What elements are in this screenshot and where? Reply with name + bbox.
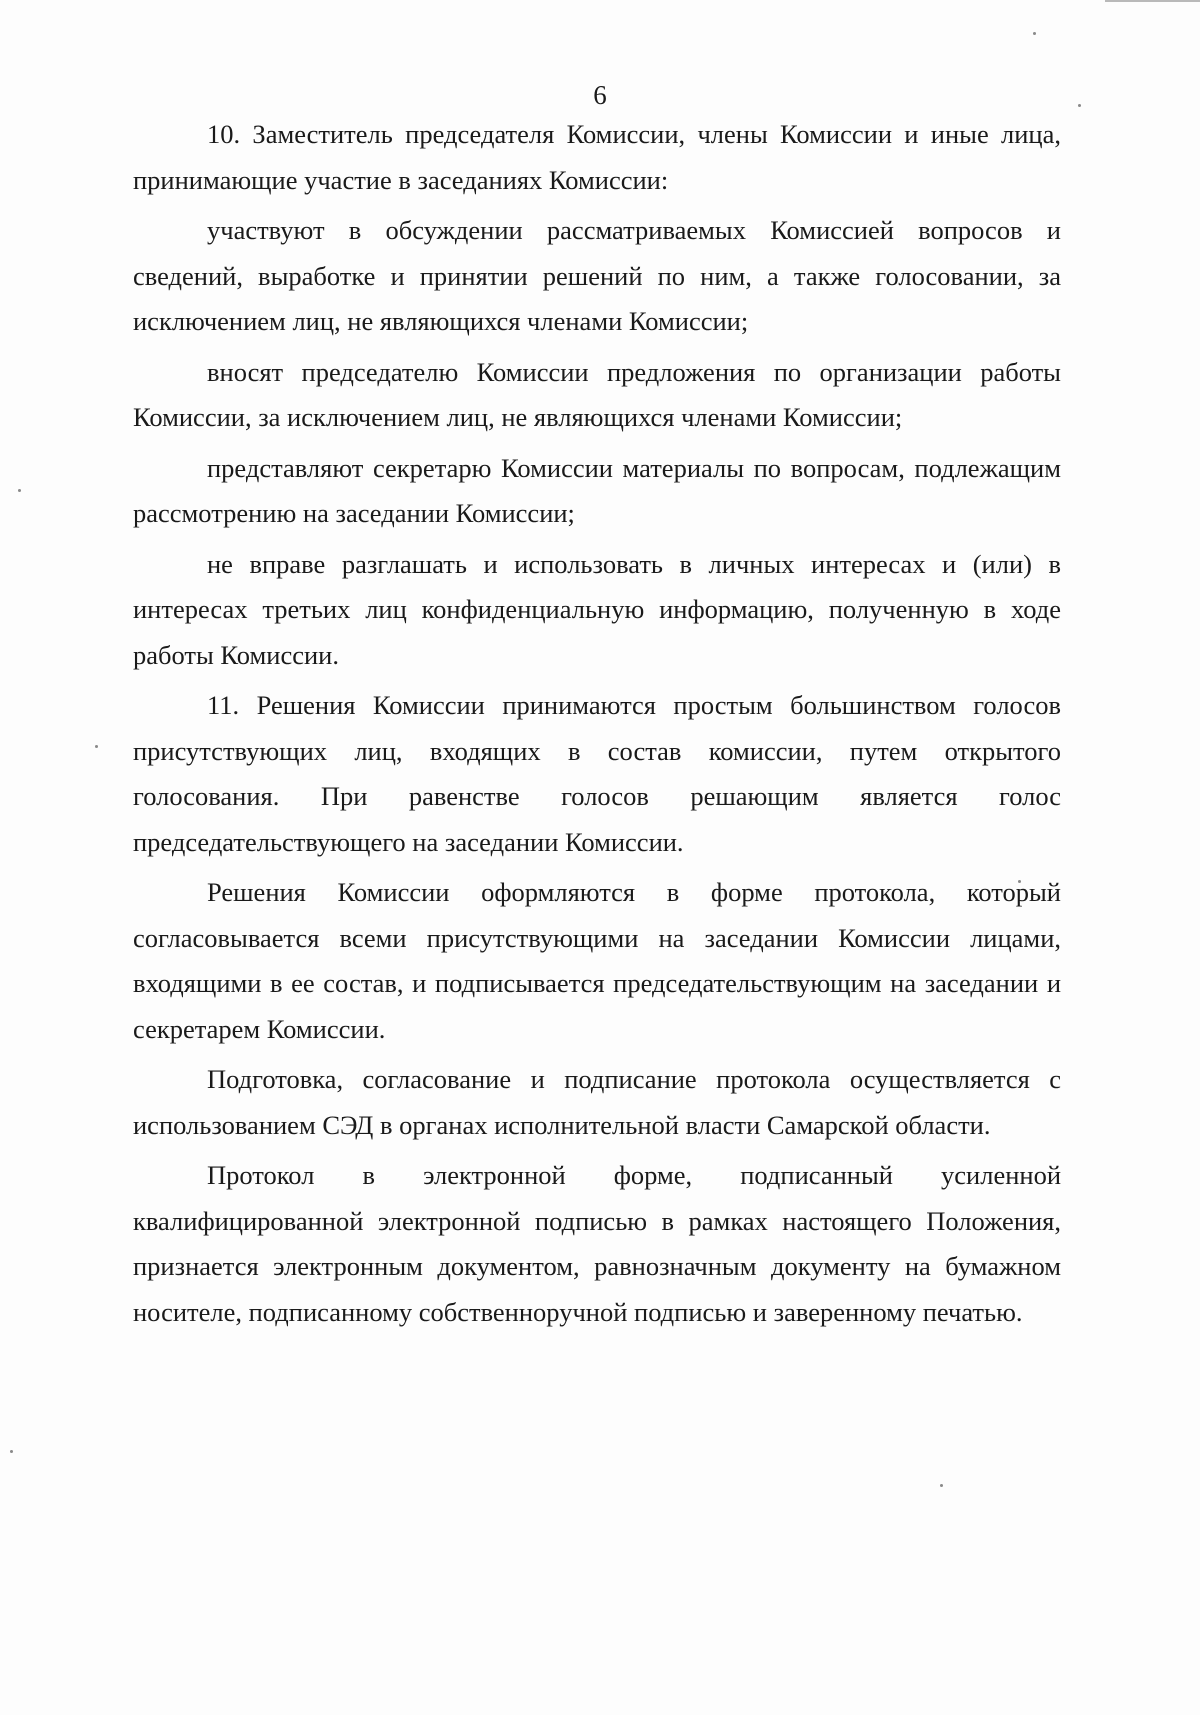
paragraph-materials: представляют секретарю Комиссии материалы по вопросам, подлежащим рассмотрению на заседании Комиссии; bbox=[133, 452, 1061, 528]
scan-edge-line bbox=[1105, 0, 1200, 2]
scan-speck bbox=[10, 1450, 13, 1453]
paragraph-protocol-sed: Подготовка, согласование и подписание протокола осуществляется с использованием СЭД в органах исполнительной власти Самарской области. bbox=[133, 1064, 1061, 1140]
page-number: 6 bbox=[593, 80, 607, 110]
paragraph-decisions: 11. Решения Комиссии принимаются простым большинством голосов присутствующих лиц, входящих в состав комиссии, путем открытого голосования. При равенстве голосов решающим является голос председательствующего на заседании Комиссии. bbox=[133, 690, 1061, 857]
document-body bbox=[133, 112, 1061, 1340]
paragraph-proposals: вносят председателю Комиссии предложения по организации работы Комиссии, за исключением лиц, не являющихся членами Комиссии; bbox=[133, 356, 1061, 432]
scan-speck bbox=[1033, 32, 1036, 35]
paragraph-protocol-form: Решения Комиссии оформляются в форме протокола, который согласовывается всеми присутствующими на заседании Комиссии лицами, входящими в ее состав, и подписывается председательствующим на заседании и секретарем Комиссии. bbox=[133, 877, 1061, 1044]
paragraph-participate: участвуют в обсуждении рассматриваемых Комиссией вопросов и сведений, выработке и принятии решений по ним, а также голосовании, за исключением лиц, не являющихся членами Комиссии; bbox=[133, 215, 1061, 336]
paragraph-confidentiality: не вправе разглашать и использовать в личных интересах и (или) в интересах третьих лиц конфиденциальную информацию, полученную в ходе работы Комиссии. bbox=[133, 548, 1061, 670]
scan-speck bbox=[95, 745, 98, 748]
paragraph-electronic-signature: Протокол в электронной форме, подписанный усиленной квалифицированной электронной подписью в рамках настоящего Положения, признается электронным документом, равнозначным документу на бумажном носителе, подписанному собственноручной подписью и заверенному печатью. bbox=[133, 1160, 1061, 1327]
scan-speck bbox=[940, 1484, 943, 1487]
paragraph-deputy-chairman: 10. Заместитель председателя Комиссии, члены Комиссии и иные лица, принимающие участие в заседаниях Комиссии: bbox=[133, 119, 1061, 195]
scan-speck bbox=[18, 489, 21, 492]
